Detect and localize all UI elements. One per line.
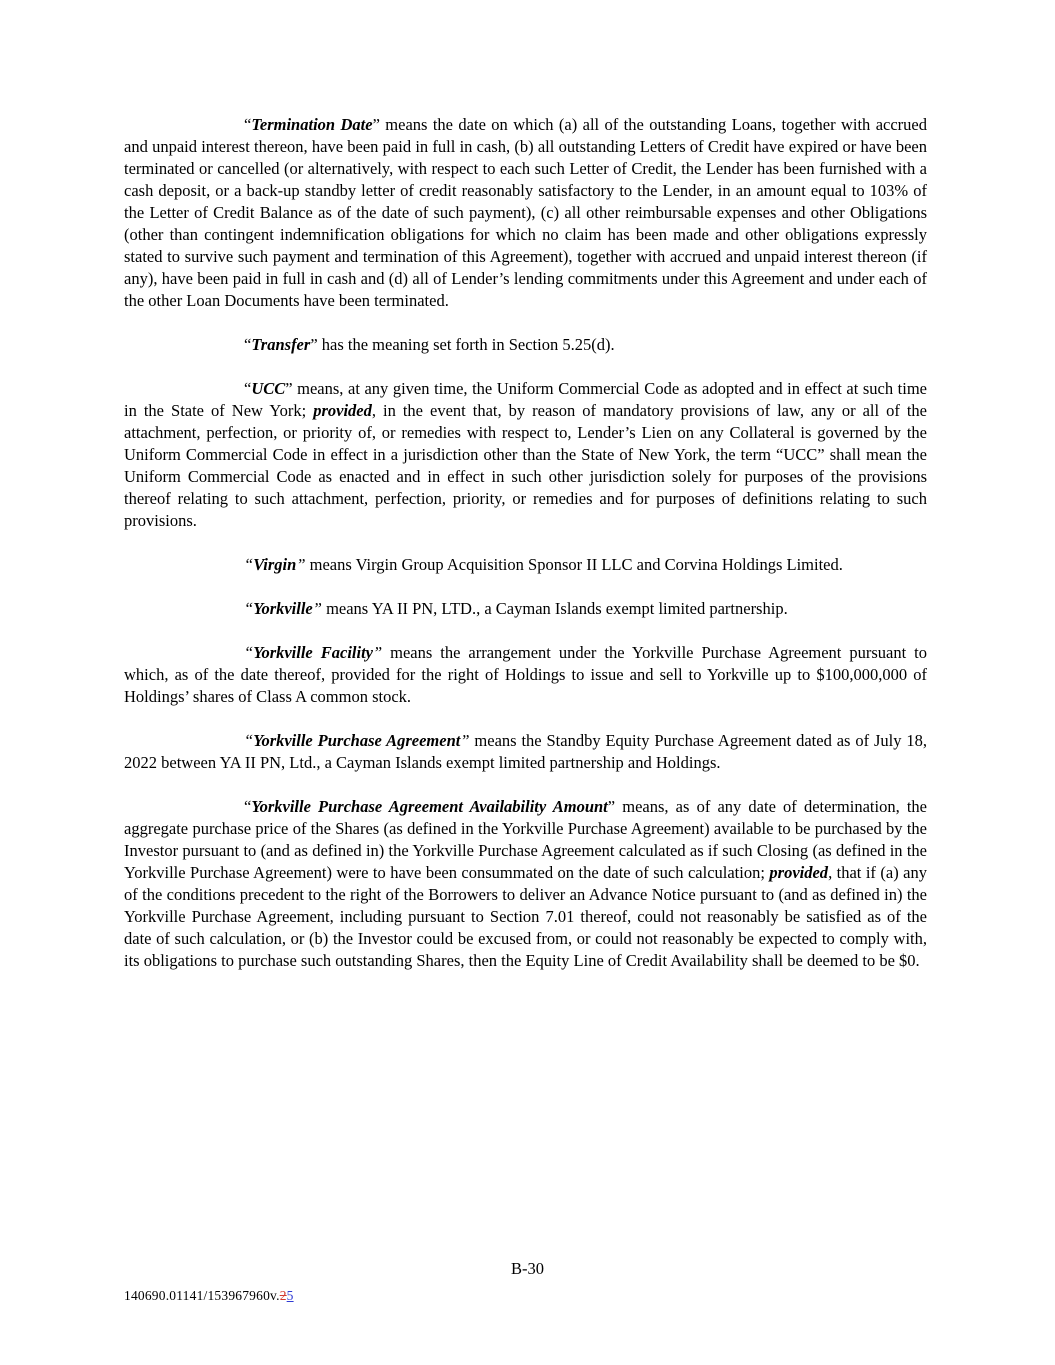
definition-virgin — [124, 554, 927, 576]
text-run: Yorkville — [253, 599, 313, 618]
text-run: Termination Date — [251, 115, 373, 134]
definition-termination-date — [124, 114, 927, 312]
text-run: means the arrangement under the Yorkville Purchase Agreement pursuant to which, as of the date thereof, provided for the right of Holdings to issue and sell to Yorkville up to $100,000,000 of Holdings’ shares of Class A common stock. — [124, 643, 927, 706]
text-run: Transfer — [251, 335, 311, 354]
text-run: “ — [244, 643, 254, 662]
text-run: , in the event that, by reason of mandatory provisions of law, any or all of the attachment, perfection, or priority of, or remedies with respect to, Lender’s Lien on any Collateral is governed by the Uniform Commercial Code in effect in a jurisdiction other than the State of New York, the term “UCC” shall mean the Uniform Commercial Code as enacted and in effect in such other jurisdiction solely for purposes of the provisions thereof relating to such attachment, perfection, priority, or remedies and for purposes of definitions relating to such provisions. — [124, 401, 927, 530]
text-run: ” means the date on which (a) all of the outstanding Loans, together with accrued and unpaid interest thereon, have been paid in full in cash, (b) all outstanding Letters of Credit have expired or have been terminated or cancelled (or alternatively, with respect to each such Letter of Credit, the Lender has been furnished with a cash deposit, or a back-up standby letter of credit reasonably satisfactory to the Lender, in an amount equal to 103% of the Letter of Credit Balance as of the date of such payment), (c) all other reimbursable expenses and other Obligations (other than contingent indemnification obligations for which no claim has been made and other obligations expressly stated to survive such payment and termination of this Agreement), together with accrued and unpaid interest thereon (if any), have been paid in full in cash and (d) all of Lender’s lending commitments under this Agreement and under each of the other Loan Documents have been terminated. — [124, 115, 927, 310]
text-run: ” — [296, 555, 306, 574]
doc-number-deleted-revision: 2 — [279, 1288, 287, 1303]
text-run: “ — [244, 599, 254, 618]
definition-yorkville-facility — [124, 642, 927, 708]
text-run: Yorkville Facility — [253, 643, 373, 662]
text-run: ” — [460, 731, 470, 750]
doc-number-base: 140690.01141/153967960v. — [124, 1288, 280, 1303]
text-run: “ — [244, 797, 252, 816]
text-run: provided — [769, 863, 829, 882]
text-run: “ — [244, 731, 254, 750]
page-number: B-30 — [511, 1259, 544, 1278]
text-run: “ — [244, 379, 252, 398]
text-run: means YA II PN, LTD., a Cayman Islands exempt limited partnership. — [321, 599, 788, 618]
text-run: means the Standby Equity Purchase Agreement dated as of July 18, 2022 between YA II PN, Ltd., a Cayman Islands exempt limited partnership and Holdings. — [124, 731, 927, 772]
text-run: ” — [372, 643, 383, 662]
text-run: , that if (a) any of the conditions precedent to the right of the Borrowers to deliver an Advance Notice pursuant to (and as defined in) the Yorkville Purchase Agreement, including pursuant to Section 7.01 thereof, could not reasonably be satisfied as of the date of such calculation, or (b) the Investor could be excused from, or could not reasonably be expected to comply with, its obligations to purchase such outstanding Shares, then the Equity Line of Credit Availability shall be deemed to be $0. — [124, 863, 927, 970]
text-run: “ — [244, 335, 252, 354]
document-body — [124, 114, 927, 994]
text-run: Yorkville Purchase Agreement Availability Amount — [251, 797, 608, 816]
text-run: Virgin — [253, 555, 297, 574]
definition-ucc — [124, 378, 927, 532]
text-run: means Virgin Group Acquisition Sponsor II LLC and Corvina Holdings Limited. — [305, 555, 843, 574]
text-run: ” has the meaning set forth in Section 5.25(d). — [310, 335, 615, 354]
definition-transfer — [124, 334, 927, 356]
text-run: provided — [313, 401, 372, 420]
text-run: ” — [312, 599, 322, 618]
document-control-number — [124, 1287, 294, 1304]
text-run: Yorkville Purchase Agreement — [253, 731, 461, 750]
definition-yorkville — [124, 598, 927, 620]
text-run: UCC — [251, 379, 286, 398]
definition-yorkville-purchase-agreement — [124, 730, 927, 774]
text-run: ” means, as of any date of determination, the aggregate purchase price of the Shares (as defined in the Yorkville Purchase Agreement) available to be purchased by the Investor pursuant to (and as defined in) the Yorkville Purchase Agreement calculated as if such Closing (as defined in the Yorkville Purchase Agreement) were to have been consummated on the date of such calculation; — [124, 797, 928, 882]
doc-number-inserted-revision: 5 — [286, 1288, 294, 1303]
text-run: “ — [244, 115, 252, 134]
text-run: ” means, at any given time, the Uniform Commercial Code as adopted and in effect at such time in the State of New York; — [124, 379, 927, 420]
text-run: “ — [244, 555, 254, 574]
definition-yorkville-purchase-agreement-availability-amount — [124, 796, 927, 972]
